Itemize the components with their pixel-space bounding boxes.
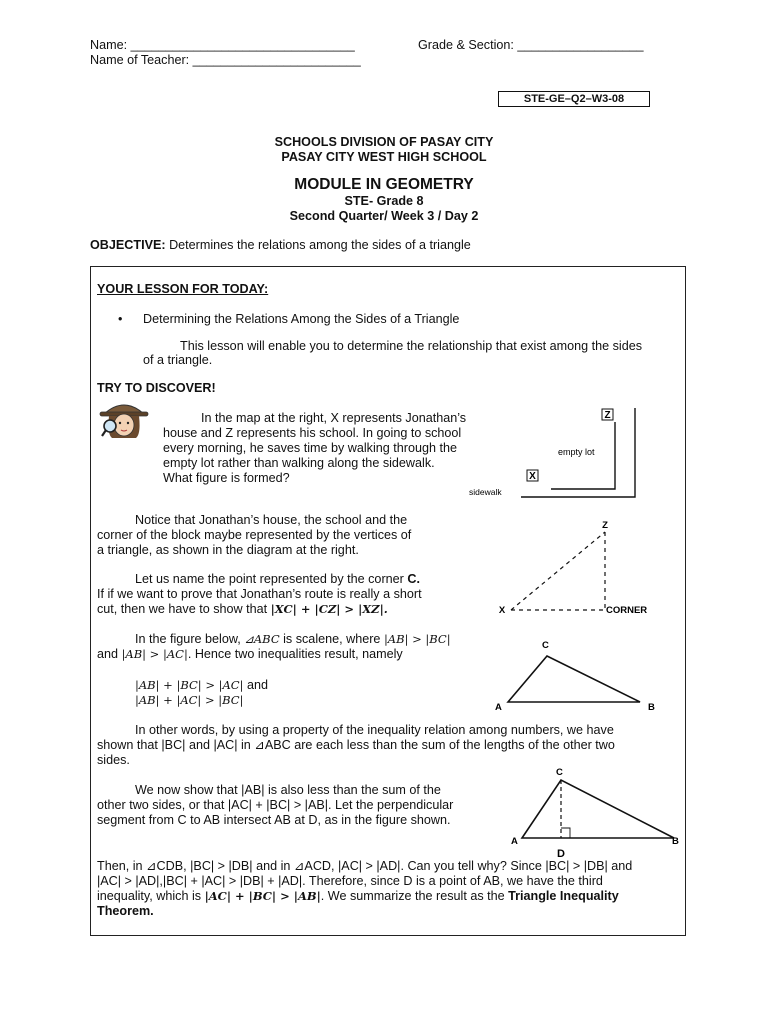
discover-heading: TRY TO DISCOVER! xyxy=(97,381,216,395)
grade-title: STE- Grade 8 xyxy=(344,194,424,208)
altitude-triangle-diagram xyxy=(506,764,686,860)
route-inequality: |XC| + |CZ| > |XZ|. xyxy=(270,602,388,616)
discover-p1: In the map at the right, X represents Jonathan’s house and Z represents his school. In going to school every morning, he saves time by walking through the empty lot rather than walking along the sidewalk. What figure is formed? xyxy=(163,411,467,485)
map-label-x: X xyxy=(529,471,536,482)
svg-text:X: X xyxy=(498,605,506,616)
lesson-bullet: Determining the Relations Among the Sides of a Triangle xyxy=(143,312,460,326)
objective-text: Determines the relations among the sides of a triangle xyxy=(165,238,471,252)
quarter-title: Second Quarter/ Week 3 / Day 2 xyxy=(289,209,479,223)
svg-text:Z: Z xyxy=(602,520,608,531)
svg-text:C: C xyxy=(556,767,563,778)
discover-p6: We now show that |AB| is also less than the sum of the other two sides, or that |AC| + |BC| > |AB|. Let the perpendicular segment from C to AB intersect AB at D, as in the figure shown. xyxy=(97,783,454,827)
svg-text:D: D xyxy=(557,848,565,860)
map-label-sidewalk: sidewalk xyxy=(469,487,502,497)
city-map-diagram xyxy=(463,398,653,503)
discover-p7: Then, in ⊿CDB, |BC| > |DB| and in ⊿ACD, |AC| > |AD|. Can you tell why? Since |BC| > |DB| and |AC| > |AD|,|BC| + |AC| > |DB| + |AD|. Therefore, since D is a point of AB, we have the third inequality, which is |AC| + |BC| > |AB|. We summarize the result as the Triangle Inequality Theorem. xyxy=(97,859,633,918)
inequality-2: |AB| + |AC| > |BC| xyxy=(135,693,244,707)
bullet-icon: • xyxy=(118,312,123,326)
division-title: SCHOOLS DIVISION OF PASAY CITY xyxy=(274,135,494,149)
scalene-triangle-diagram xyxy=(490,636,665,716)
lesson-intro-1: This lesson will enable you to determine the relationship that exist among the sides xyxy=(180,339,643,353)
detective-icon xyxy=(96,398,152,440)
svg-text:B: B xyxy=(648,702,655,713)
objective xyxy=(90,238,471,252)
map-label-z: Z xyxy=(604,410,611,421)
discover-p2: Notice that Jonathan’s house, the school and the corner of the block maybe represented by the vertices of a triangle, as shown in the diagram at the right. xyxy=(97,513,412,557)
name-field: Name: ________________________________ xyxy=(90,38,355,52)
objective-label: OBJECTIVE: xyxy=(90,238,166,252)
svg-text:B: B xyxy=(672,836,679,847)
teacher-field: Name of Teacher: ________________________ xyxy=(90,53,361,67)
discover-p4: In the figure below, ⊿ABC is scalene, where |AB| > |BC| and |AB| > |AC|. Hence two inequalities result, namely xyxy=(97,632,451,661)
module-title: MODULE IN GEOMETRY xyxy=(294,176,474,193)
grade-section-field: Grade & Section: __________________ xyxy=(418,38,644,52)
svg-text:CORNER: CORNER xyxy=(606,605,648,616)
module-code: STE-GE–Q2–W3-08 xyxy=(498,91,650,107)
discover-p5: In other words, by using a property of the inequality relation among numbers, we have shown that |BC| and |AC| in ⊿ABC are each less than the sum of the lengths of the other two sides. xyxy=(97,723,615,767)
inequality-1: |AB| + |BC| > |AC| and xyxy=(135,678,268,692)
map-label-lot: empty lot xyxy=(558,447,595,457)
svg-text:A: A xyxy=(511,836,518,847)
school-title: PASAY CITY WEST HIGH SCHOOL xyxy=(281,150,487,164)
svg-text:C: C xyxy=(542,640,549,651)
lesson-intro-2: of a triangle. xyxy=(143,353,213,367)
discover-p3: Let us name the point represented by the corner C. If if we want to prove that Jonathan’s route is really a short cut, then we have to show that |XC| + |CZ| > |XZ|. xyxy=(97,572,422,616)
route-triangle-diagram xyxy=(493,518,663,618)
lesson-heading: YOUR LESSON FOR TODAY: xyxy=(97,282,269,296)
svg-text:A: A xyxy=(495,702,502,713)
